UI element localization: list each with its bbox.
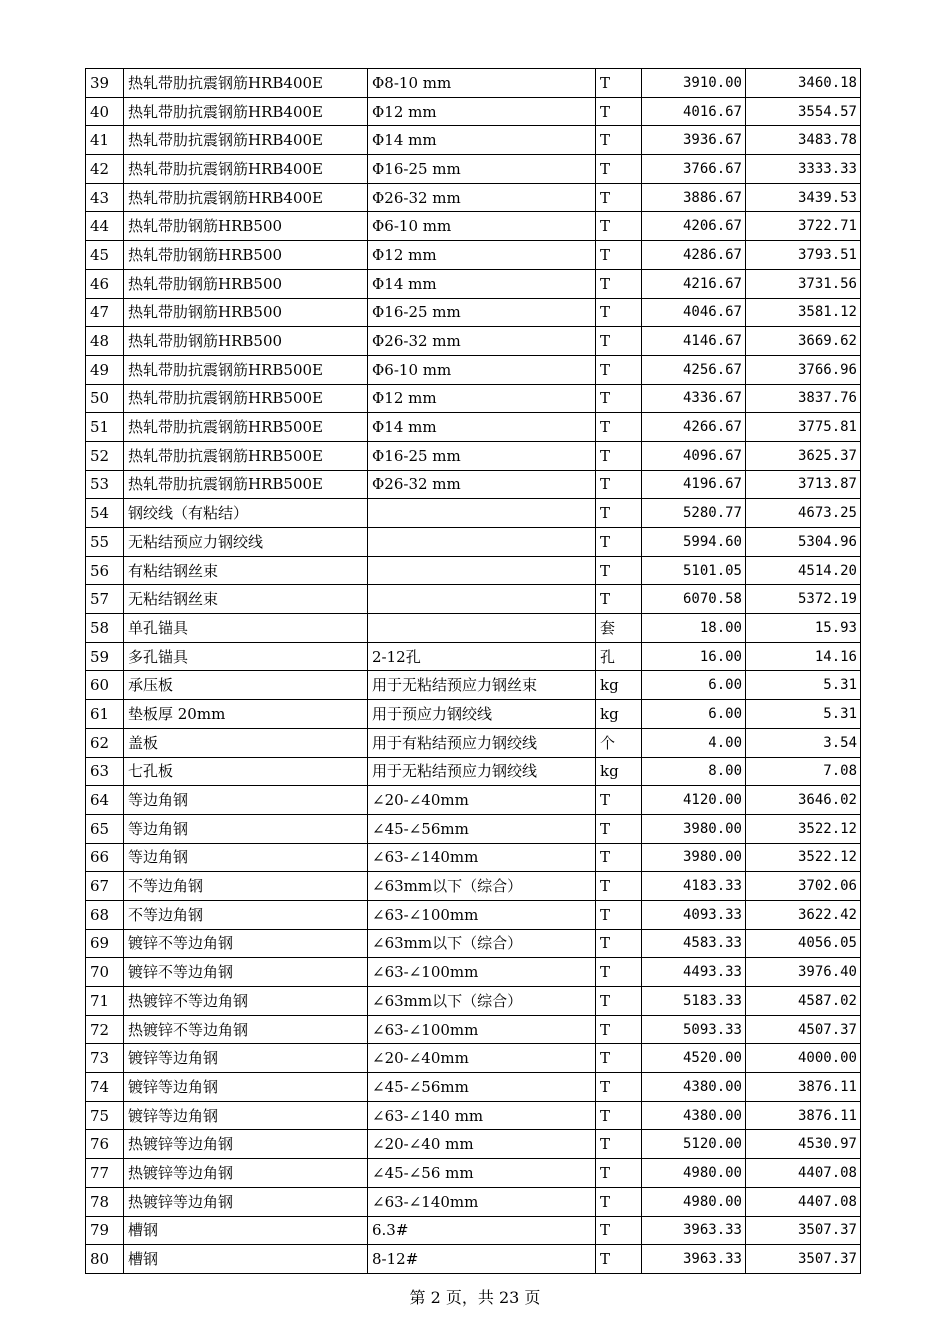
price-excl-tax-cell: 3731.56	[746, 269, 861, 298]
row-number-cell: 62	[86, 728, 124, 757]
price-excl-tax-cell: 3775.81	[746, 413, 861, 442]
price-excl-tax-cell: 3522.12	[746, 843, 861, 872]
unit-cell: T	[596, 97, 642, 126]
table-row	[86, 97, 861, 126]
unit-cell: T	[596, 987, 642, 1016]
row-number-cell: 70	[86, 958, 124, 987]
item-name-cell: 热轧带肋抗震钢筋HRB400E	[124, 69, 368, 98]
unit-cell: kg	[596, 671, 642, 700]
item-name-cell: 等边角钢	[124, 786, 368, 815]
table-row	[86, 241, 861, 270]
specification-cell: ∠63-∠100mm	[368, 1015, 596, 1044]
row-number-cell: 53	[86, 470, 124, 499]
specification-cell: Φ26-32 mm	[368, 327, 596, 356]
row-number-cell: 77	[86, 1159, 124, 1188]
row-number-cell: 42	[86, 155, 124, 184]
price-excl-tax-cell: 3876.11	[746, 1073, 861, 1102]
unit-cell: 孔	[596, 642, 642, 671]
row-number-cell: 43	[86, 183, 124, 212]
price-table	[85, 68, 861, 1274]
table-row	[86, 126, 861, 155]
price-excl-tax-cell: 3622.42	[746, 900, 861, 929]
specification-cell: ∠63-∠140mm	[368, 1187, 596, 1216]
row-number-cell: 79	[86, 1216, 124, 1245]
price-excl-tax-cell: 4587.02	[746, 987, 861, 1016]
price-excl-tax-cell: 5.31	[746, 700, 861, 729]
table-row	[86, 700, 861, 729]
table-row	[86, 298, 861, 327]
unit-cell: T	[596, 183, 642, 212]
row-number-cell: 69	[86, 929, 124, 958]
specification-cell: ∠63-∠140 mm	[368, 1101, 596, 1130]
unit-cell: T	[596, 1073, 642, 1102]
price-incl-tax-cell: 3963.33	[642, 1245, 746, 1274]
row-number-cell: 80	[86, 1245, 124, 1274]
row-number-cell: 40	[86, 97, 124, 126]
item-name-cell: 七孔板	[124, 757, 368, 786]
table-row	[86, 728, 861, 757]
specification-cell: Φ16-25 mm	[368, 155, 596, 184]
price-excl-tax-cell: 4530.97	[746, 1130, 861, 1159]
row-number-cell: 48	[86, 327, 124, 356]
price-excl-tax-cell: 3522.12	[746, 814, 861, 843]
item-name-cell: 热轧带肋钢筋HRB500	[124, 212, 368, 241]
price-incl-tax-cell: 4016.67	[642, 97, 746, 126]
specification-cell: ∠45-∠56mm	[368, 1073, 596, 1102]
price-incl-tax-cell: 4336.67	[642, 384, 746, 413]
price-incl-tax-cell: 4380.00	[642, 1101, 746, 1130]
unit-cell: T	[596, 69, 642, 98]
item-name-cell: 热轧带肋钢筋HRB500	[124, 269, 368, 298]
unit-cell: T	[596, 1015, 642, 1044]
specification-cell: 8-12#	[368, 1245, 596, 1274]
row-number-cell: 63	[86, 757, 124, 786]
price-incl-tax-cell: 4266.67	[642, 413, 746, 442]
item-name-cell: 镀锌不等边角钢	[124, 929, 368, 958]
specification-cell: Φ16-25 mm	[368, 441, 596, 470]
unit-cell: T	[596, 528, 642, 557]
price-incl-tax-cell: 4256.67	[642, 355, 746, 384]
table-row	[86, 814, 861, 843]
table-row	[86, 987, 861, 1016]
table-row	[86, 642, 861, 671]
item-name-cell: 等边角钢	[124, 814, 368, 843]
price-incl-tax-cell: 4046.67	[642, 298, 746, 327]
item-name-cell: 热轧带肋抗震钢筋HRB500E	[124, 413, 368, 442]
unit-cell: T	[596, 1216, 642, 1245]
price-excl-tax-cell: 3507.37	[746, 1245, 861, 1274]
specification-cell: ∠45-∠56mm	[368, 814, 596, 843]
row-number-cell: 64	[86, 786, 124, 815]
row-number-cell: 73	[86, 1044, 124, 1073]
table-row	[86, 269, 861, 298]
table-row	[86, 69, 861, 98]
price-incl-tax-cell: 4.00	[642, 728, 746, 757]
item-name-cell: 热轧带肋钢筋HRB500	[124, 327, 368, 356]
table-row	[86, 757, 861, 786]
price-incl-tax-cell: 4183.33	[642, 872, 746, 901]
row-number-cell: 47	[86, 298, 124, 327]
unit-cell: T	[596, 269, 642, 298]
price-excl-tax-cell: 3766.96	[746, 355, 861, 384]
item-name-cell: 镀锌等边角钢	[124, 1101, 368, 1130]
table-row	[86, 843, 861, 872]
specification-cell: 用于有粘结预应力钢绞线	[368, 728, 596, 757]
price-excl-tax-cell: 4507.37	[746, 1015, 861, 1044]
item-name-cell: 槽钢	[124, 1216, 368, 1245]
specification-cell: Φ6-10 mm	[368, 355, 596, 384]
price-incl-tax-cell: 16.00	[642, 642, 746, 671]
specification-cell	[368, 556, 596, 585]
item-name-cell: 镀锌不等边角钢	[124, 958, 368, 987]
row-number-cell: 41	[86, 126, 124, 155]
price-excl-tax-cell: 4000.00	[746, 1044, 861, 1073]
table-row	[86, 614, 861, 643]
row-number-cell: 50	[86, 384, 124, 413]
row-number-cell: 58	[86, 614, 124, 643]
item-name-cell: 热镀锌等边角钢	[124, 1187, 368, 1216]
table-row	[86, 384, 861, 413]
price-incl-tax-cell: 4583.33	[642, 929, 746, 958]
price-incl-tax-cell: 4206.67	[642, 212, 746, 241]
price-incl-tax-cell: 5120.00	[642, 1130, 746, 1159]
price-excl-tax-cell: 5304.96	[746, 528, 861, 557]
specification-cell: ∠45-∠56 mm	[368, 1159, 596, 1188]
unit-cell: 套	[596, 614, 642, 643]
table-body	[86, 69, 861, 1274]
unit-cell: T	[596, 958, 642, 987]
table-row	[86, 1245, 861, 1274]
unit-cell: T	[596, 556, 642, 585]
item-name-cell: 钢绞线（有粘结）	[124, 499, 368, 528]
price-incl-tax-cell: 4196.67	[642, 470, 746, 499]
unit-cell: T	[596, 1245, 642, 1274]
price-incl-tax-cell: 3910.00	[642, 69, 746, 98]
row-number-cell: 51	[86, 413, 124, 442]
specification-cell: Φ26-32 mm	[368, 470, 596, 499]
unit-cell: T	[596, 1187, 642, 1216]
item-name-cell: 有粘结钢丝束	[124, 556, 368, 585]
row-number-cell: 46	[86, 269, 124, 298]
price-incl-tax-cell: 5994.60	[642, 528, 746, 557]
unit-cell: kg	[596, 700, 642, 729]
price-incl-tax-cell: 4380.00	[642, 1073, 746, 1102]
unit-cell: T	[596, 384, 642, 413]
item-name-cell: 盖板	[124, 728, 368, 757]
price-excl-tax-cell: 3837.76	[746, 384, 861, 413]
item-name-cell: 热轧带肋钢筋HRB500	[124, 298, 368, 327]
item-name-cell: 热镀锌等边角钢	[124, 1159, 368, 1188]
price-incl-tax-cell: 4520.00	[642, 1044, 746, 1073]
price-incl-tax-cell: 8.00	[642, 757, 746, 786]
specification-cell	[368, 528, 596, 557]
table-row	[86, 528, 861, 557]
table-row	[86, 1015, 861, 1044]
item-name-cell: 不等边角钢	[124, 900, 368, 929]
row-number-cell: 59	[86, 642, 124, 671]
table-row	[86, 413, 861, 442]
item-name-cell: 热轧带肋抗震钢筋HRB500E	[124, 355, 368, 384]
unit-cell: kg	[596, 757, 642, 786]
unit-cell: T	[596, 1044, 642, 1073]
row-number-cell: 71	[86, 987, 124, 1016]
price-excl-tax-cell: 14.16	[746, 642, 861, 671]
item-name-cell: 等边角钢	[124, 843, 368, 872]
unit-cell: T	[596, 843, 642, 872]
specification-cell: Φ14 mm	[368, 126, 596, 155]
table-row	[86, 499, 861, 528]
specification-cell: ∠63mm以下（综合）	[368, 872, 596, 901]
specification-cell: ∠63mm以下（综合）	[368, 929, 596, 958]
price-excl-tax-cell: 3793.51	[746, 241, 861, 270]
price-excl-tax-cell: 3507.37	[746, 1216, 861, 1245]
table-row	[86, 786, 861, 815]
price-incl-tax-cell: 3936.67	[642, 126, 746, 155]
price-excl-tax-cell: 3669.62	[746, 327, 861, 356]
price-incl-tax-cell: 4980.00	[642, 1159, 746, 1188]
row-number-cell: 56	[86, 556, 124, 585]
price-incl-tax-cell: 6070.58	[642, 585, 746, 614]
price-incl-tax-cell: 5280.77	[642, 499, 746, 528]
table-row	[86, 929, 861, 958]
table-row	[86, 212, 861, 241]
page-footer: 第 2 页，共 23 页	[409, 1288, 541, 1307]
price-incl-tax-cell: 3980.00	[642, 814, 746, 843]
price-excl-tax-cell: 4514.20	[746, 556, 861, 585]
item-name-cell: 镀锌等边角钢	[124, 1044, 368, 1073]
specification-cell: Φ26-32 mm	[368, 183, 596, 212]
price-excl-tax-cell: 3722.71	[746, 212, 861, 241]
specification-cell	[368, 499, 596, 528]
unit-cell: T	[596, 900, 642, 929]
unit-cell: T	[596, 585, 642, 614]
item-name-cell: 热轧带肋抗震钢筋HRB500E	[124, 470, 368, 499]
specification-cell: 6.3#	[368, 1216, 596, 1245]
unit-cell: T	[596, 355, 642, 384]
price-excl-tax-cell: 4673.25	[746, 499, 861, 528]
price-incl-tax-cell: 5101.05	[642, 556, 746, 585]
price-excl-tax-cell: 15.93	[746, 614, 861, 643]
row-number-cell: 60	[86, 671, 124, 700]
item-name-cell: 热轧带肋抗震钢筋HRB500E	[124, 384, 368, 413]
table-row	[86, 183, 861, 212]
unit-cell: T	[596, 155, 642, 184]
price-incl-tax-cell: 4286.67	[642, 241, 746, 270]
specification-cell: ∠63-∠100mm	[368, 900, 596, 929]
unit-cell: T	[596, 786, 642, 815]
price-incl-tax-cell: 3766.67	[642, 155, 746, 184]
table-row	[86, 958, 861, 987]
specification-cell: ∠20-∠40mm	[368, 786, 596, 815]
unit-cell: T	[596, 872, 642, 901]
price-excl-tax-cell: 4407.08	[746, 1159, 861, 1188]
price-excl-tax-cell: 3713.87	[746, 470, 861, 499]
specification-cell: Φ12 mm	[368, 97, 596, 126]
specification-cell: Φ16-25 mm	[368, 298, 596, 327]
price-incl-tax-cell: 18.00	[642, 614, 746, 643]
item-name-cell: 热镀锌不等边角钢	[124, 987, 368, 1016]
specification-cell: ∠63-∠100mm	[368, 958, 596, 987]
specification-cell	[368, 614, 596, 643]
price-incl-tax-cell: 6.00	[642, 700, 746, 729]
price-incl-tax-cell: 4146.67	[642, 327, 746, 356]
item-name-cell: 热轧带肋抗震钢筋HRB500E	[124, 441, 368, 470]
table-row	[86, 585, 861, 614]
unit-cell: T	[596, 298, 642, 327]
row-number-cell: 67	[86, 872, 124, 901]
price-excl-tax-cell: 4407.08	[746, 1187, 861, 1216]
price-excl-tax-cell: 3625.37	[746, 441, 861, 470]
price-incl-tax-cell: 6.00	[642, 671, 746, 700]
item-name-cell: 承压板	[124, 671, 368, 700]
price-incl-tax-cell: 4216.67	[642, 269, 746, 298]
table-row	[86, 1101, 861, 1130]
unit-cell: T	[596, 499, 642, 528]
item-name-cell: 热轧带肋抗震钢筋HRB400E	[124, 126, 368, 155]
price-incl-tax-cell: 4093.33	[642, 900, 746, 929]
price-incl-tax-cell: 5093.33	[642, 1015, 746, 1044]
table-row	[86, 1073, 861, 1102]
item-name-cell: 热镀锌不等边角钢	[124, 1015, 368, 1044]
specification-cell: Φ12 mm	[368, 241, 596, 270]
price-incl-tax-cell: 4120.00	[642, 786, 746, 815]
table-row	[86, 1216, 861, 1245]
price-incl-tax-cell: 4980.00	[642, 1187, 746, 1216]
table-row	[86, 900, 861, 929]
unit-cell: T	[596, 1101, 642, 1130]
item-name-cell: 镀锌等边角钢	[124, 1073, 368, 1102]
row-number-cell: 76	[86, 1130, 124, 1159]
price-excl-tax-cell: 4056.05	[746, 929, 861, 958]
specification-cell: ∠20-∠40mm	[368, 1044, 596, 1073]
price-excl-tax-cell: 3460.18	[746, 69, 861, 98]
table-row	[86, 1159, 861, 1188]
price-excl-tax-cell: 3.54	[746, 728, 861, 757]
table-row	[86, 355, 861, 384]
price-incl-tax-cell: 3963.33	[642, 1216, 746, 1245]
price-excl-tax-cell: 3554.57	[746, 97, 861, 126]
price-excl-tax-cell: 3702.06	[746, 872, 861, 901]
table-row	[86, 155, 861, 184]
item-name-cell: 无粘结预应力钢绞线	[124, 528, 368, 557]
unit-cell: T	[596, 241, 642, 270]
specification-cell: Φ6-10 mm	[368, 212, 596, 241]
unit-cell: T	[596, 327, 642, 356]
row-number-cell: 75	[86, 1101, 124, 1130]
row-number-cell: 49	[86, 355, 124, 384]
unit-cell: T	[596, 929, 642, 958]
item-name-cell: 热轧带肋钢筋HRB500	[124, 241, 368, 270]
table-row	[86, 556, 861, 585]
unit-cell: T	[596, 1130, 642, 1159]
row-number-cell: 52	[86, 441, 124, 470]
price-incl-tax-cell: 5183.33	[642, 987, 746, 1016]
price-excl-tax-cell: 5372.19	[746, 585, 861, 614]
price-incl-tax-cell: 3886.67	[642, 183, 746, 212]
table-row	[86, 1130, 861, 1159]
row-number-cell: 57	[86, 585, 124, 614]
price-excl-tax-cell: 3581.12	[746, 298, 861, 327]
unit-cell: T	[596, 126, 642, 155]
row-number-cell: 55	[86, 528, 124, 557]
specification-cell: 用于无粘结预应力钢绞线	[368, 757, 596, 786]
item-name-cell: 不等边角钢	[124, 872, 368, 901]
table-row	[86, 872, 861, 901]
item-name-cell: 多孔锚具	[124, 642, 368, 671]
table-row	[86, 441, 861, 470]
table-row	[86, 1187, 861, 1216]
item-name-cell: 热轧带肋抗震钢筋HRB400E	[124, 183, 368, 212]
unit-cell: 个	[596, 728, 642, 757]
row-number-cell: 68	[86, 900, 124, 929]
price-incl-tax-cell: 3980.00	[642, 843, 746, 872]
price-excl-tax-cell: 3646.02	[746, 786, 861, 815]
item-name-cell: 单孔锚具	[124, 614, 368, 643]
row-number-cell: 66	[86, 843, 124, 872]
table-row	[86, 470, 861, 499]
unit-cell: T	[596, 212, 642, 241]
specification-cell: ∠63-∠140mm	[368, 843, 596, 872]
table-row	[86, 1044, 861, 1073]
price-incl-tax-cell: 4096.67	[642, 441, 746, 470]
table-row	[86, 671, 861, 700]
item-name-cell: 无粘结钢丝束	[124, 585, 368, 614]
specification-cell: 2-12孔	[368, 642, 596, 671]
price-excl-tax-cell: 3876.11	[746, 1101, 861, 1130]
specification-cell: ∠63mm以下（综合）	[368, 987, 596, 1016]
row-number-cell: 54	[86, 499, 124, 528]
price-excl-tax-cell: 3333.33	[746, 155, 861, 184]
specification-cell: Φ14 mm	[368, 269, 596, 298]
price-excl-tax-cell: 7.08	[746, 757, 861, 786]
row-number-cell: 39	[86, 69, 124, 98]
item-name-cell: 热镀锌等边角钢	[124, 1130, 368, 1159]
price-incl-tax-cell: 4493.33	[642, 958, 746, 987]
unit-cell: T	[596, 814, 642, 843]
row-number-cell: 72	[86, 1015, 124, 1044]
row-number-cell: 44	[86, 212, 124, 241]
row-number-cell: 65	[86, 814, 124, 843]
price-excl-tax-cell: 3483.78	[746, 126, 861, 155]
row-number-cell: 45	[86, 241, 124, 270]
specification-cell: Φ12 mm	[368, 384, 596, 413]
unit-cell: T	[596, 1159, 642, 1188]
price-excl-tax-cell: 3976.40	[746, 958, 861, 987]
unit-cell: T	[596, 470, 642, 499]
table-row	[86, 327, 861, 356]
specification-cell: 用于无粘结预应力钢丝束	[368, 671, 596, 700]
row-number-cell: 61	[86, 700, 124, 729]
item-name-cell: 热轧带肋抗震钢筋HRB400E	[124, 155, 368, 184]
row-number-cell: 74	[86, 1073, 124, 1102]
specification-cell: 用于预应力钢绞线	[368, 700, 596, 729]
item-name-cell: 槽钢	[124, 1245, 368, 1274]
unit-cell: T	[596, 413, 642, 442]
item-name-cell: 垫板厚 20mm	[124, 700, 368, 729]
specification-cell: ∠20-∠40 mm	[368, 1130, 596, 1159]
specification-cell: Φ8-10 mm	[368, 69, 596, 98]
row-number-cell: 78	[86, 1187, 124, 1216]
item-name-cell: 热轧带肋抗震钢筋HRB400E	[124, 97, 368, 126]
price-excl-tax-cell: 5.31	[746, 671, 861, 700]
price-excl-tax-cell: 3439.53	[746, 183, 861, 212]
specification-cell: Φ14 mm	[368, 413, 596, 442]
unit-cell: T	[596, 441, 642, 470]
specification-cell	[368, 585, 596, 614]
